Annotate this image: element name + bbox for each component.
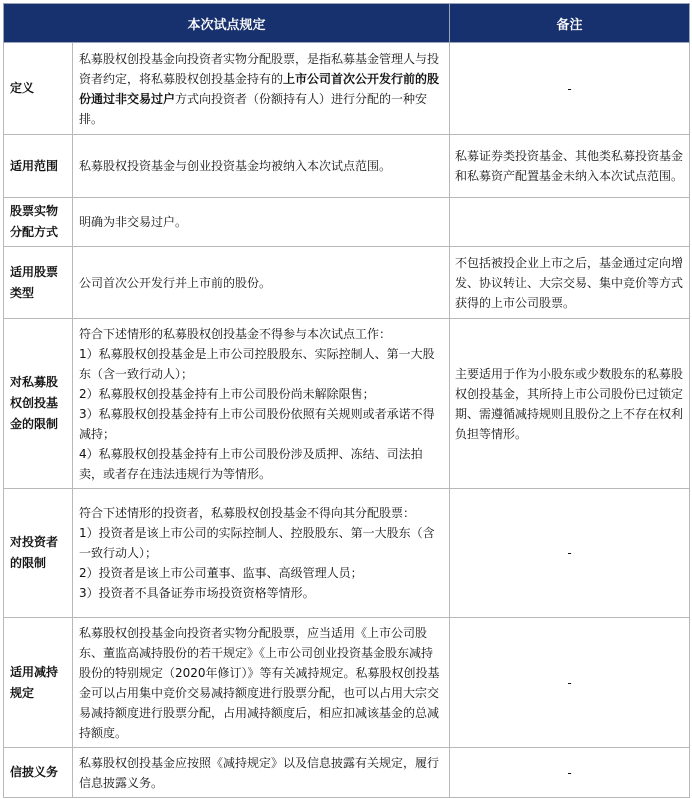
row-label: 适用范围 [4,135,73,198]
content-line: 3）私募股权创投基金持有上市公司股份依照有关规则或者承诺不得减持； [79,406,435,441]
row-note: 主要适用于作为小股东或少数股东的私募股权创投基金，其所持上市公司股份已过锁定期、需遵循减持规则且股份之上不存在权利负担等情形。 [450,319,690,489]
table-row [4,618,690,748]
content-line: 1）私募股权创投基金是上市公司控股股东、实际控制人、第一大股东（含一致行动人）； [79,346,435,381]
row-note [450,198,690,247]
row-note: - [450,43,690,135]
row-label: 对投资者的限制 [4,489,73,618]
row-content: 私募股权创投基金向投资者实物分配股票，应当适用《上市公司股东、董监高减持股份的若干规定》《上市公司创业投资基金股东减持股份的特别规定（2020年修订）》等有关减持规定。私募股权创投基金可以占用集中竞价交易减持额度进行股票分配，也可以占用大宗交易减持额度进行股票分配，占用减持额度后，相应扣减该基金的总减持额度。 [73,618,450,748]
row-note: - [450,489,690,618]
table-row [4,489,690,618]
content-line: 2）私募股权创投基金持有上市公司股份尚未解除限售； [79,386,375,401]
row-note: 不包括被投企业上市之后，基金通过定向增发、协议转让、大宗交易、集中竞价等方式获得的上市公司股票。 [450,247,690,319]
row-content [73,489,450,618]
row-label: 对私募股权创投基金的限制 [4,319,73,489]
row-label: 适用股票类型 [4,247,73,319]
content-line: 4）私募股权创投基金持有上市公司股份涉及质押、冻结、司法拍卖，或者存在违法违规行为等情形。 [79,446,423,481]
policy-table [3,3,690,798]
content-bold-text: 上市公司首次公开发行前的股份通过非交易过户 [79,71,440,106]
row-label: 信披义务 [4,748,73,798]
row-label: 股票实物分配方式 [4,198,73,247]
row-content: 私募股权创投基金应按照《减持规定》以及信息披露有关规定，履行信息披露义务。 [73,748,450,798]
content-line: 符合下述情形的私募股权创投基金不得参与本次试点工作： [79,326,392,341]
content-line: 3）投资者不具备证券市场投资资格等情形。 [79,586,315,600]
table-row [4,319,690,489]
row-note: - [450,618,690,748]
table-row [4,135,690,198]
content-text: 私募股权创投基金向投资者实物分配股票，是指私募基金管理人与投资者约定，将私募股权创投基金持有的 [79,51,440,86]
content-line: 1）投资者是该上市公司的实际控制人、控股股东、第一大股东（含一致行动人）； [79,526,435,560]
row-content: 私募股权投资基金与创业投资基金均被纳入本次试点范围。 [73,135,450,198]
row-label: 定义 [4,43,73,135]
content-text: 方式向投资者（份额持有人）进行分配的一种安排。 [79,91,428,126]
content-line: 2）投资者是该上市公司董事、监事、高级管理人员； [79,566,363,580]
content-line: 符合下述情形的投资者，私募股权创投基金不得向其分配股票： [79,506,416,520]
row-content [73,43,450,135]
row-label: 适用减持规定 [4,618,73,748]
row-note: 私募证券类投资基金、其他类私募投资基金和私募资产配置基金未纳入本次试点范围。 [450,135,690,198]
header-note: 备注 [450,4,690,43]
table-row [4,198,690,247]
table-row [4,43,690,135]
header-main: 本次试点规定 [4,4,450,43]
table-row [4,247,690,319]
row-content: 公司首次公开发行并上市前的股份。 [73,247,450,319]
header-row [4,4,690,43]
row-content: 明确为非交易过户。 [73,198,450,247]
row-note: - [450,748,690,798]
row-content [73,319,450,489]
table-row [4,748,690,798]
